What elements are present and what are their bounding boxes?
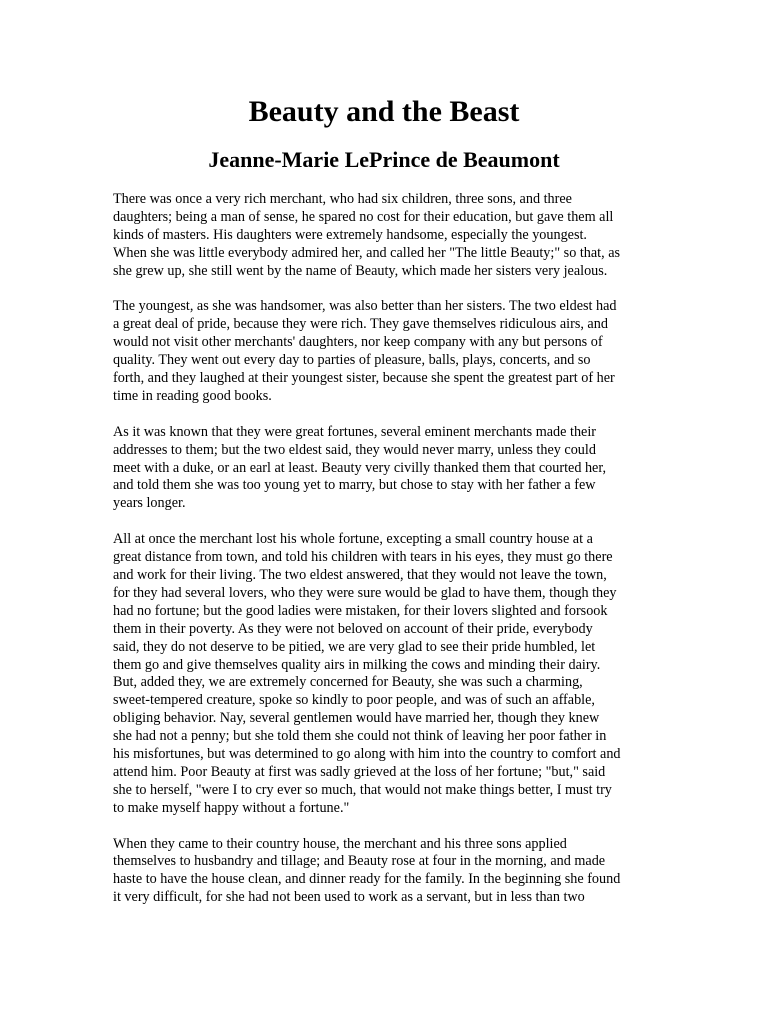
text-line: The youngest, as she was handsomer, was also better than her sisters. The two eldest had	[113, 298, 617, 315]
paragraph	[113, 191, 661, 281]
text-line: There was once a very rich merchant, who had six children, three sons, and three	[113, 191, 572, 207]
text-line: to make myself happy without a fortune."	[113, 799, 350, 816]
text-line: obliging behavior. Nay, several gentlemen would have married her, though they knew	[113, 710, 600, 727]
text-line: she grew up, she still went by the name of Beauty, which made her sisters very jealous.	[113, 262, 608, 279]
text-line: it very difficult, for she had not been used to work as a servant, but in less than two	[113, 889, 585, 906]
text-line: a great deal of pride, because they were rich. They gave themselves ridiculous airs, and	[113, 316, 608, 333]
text-line: quality. They went out every day to parties of pleasure, balls, plays, concerts, and so	[113, 352, 591, 369]
text-line: she to herself, "were I to cry ever so much, that would not make things better, I must try	[113, 781, 612, 798]
text-line: years longer.	[113, 495, 186, 512]
text-line: When they came to their country house, the merchant and his three sons applied	[113, 835, 567, 852]
text-line: All at once the merchant lost his whole fortune, excepting a small country house at a	[113, 531, 593, 548]
text-line: meet with a duke, or an earl at least. Beauty very civilly thanked them that courted her,	[113, 459, 607, 476]
text-line: had no fortune; but the good ladies were mistaken, for their lovers slighted and forsook	[113, 602, 608, 619]
text-line: daughters; being a man of sense, he spared no cost for their education, but gave them all	[113, 208, 614, 225]
text-line: time in reading good books.	[113, 387, 272, 404]
paragraph	[113, 836, 661, 908]
text-line: and told them she was too young yet to marry, but chose to stay with her father a few	[113, 477, 596, 494]
text-line: them go and give themselves quality airs in milking the cows and minding their dairy.	[113, 656, 601, 673]
text-line: addresses to them; but the two eldest said, they would never marry, unless they could	[113, 441, 596, 458]
text-line: she had not a penny; but she told them she could not think of leaving her poor father in	[113, 728, 607, 745]
paragraph	[113, 424, 661, 514]
text-line: sweet-tempered creature, spoke so kindly to poor people, and was of such an affable,	[113, 692, 595, 709]
text-line: themselves to husbandry and tillage; and Beauty rose at four in the morning, and made	[113, 853, 606, 870]
paragraph	[113, 298, 661, 405]
document-author: Jeanne-Marie LePrince de Beaumont	[208, 147, 560, 172]
text-line: for they had several lovers, who they were sure would be glad to have them, though they	[113, 584, 617, 601]
text-line: great distance from town, and told his children with tears in his eyes, they must go there	[113, 549, 613, 566]
text-line: said, they do not deserve to be pitied, we are very glad to see their pride humbled, let	[113, 638, 596, 655]
text-line: As it was known that they were great fortunes, several eminent merchants made their	[113, 423, 596, 440]
text-line: forth, and they laughed at their youngest sister, because she spent the greatest part of her	[113, 370, 615, 387]
text-line: kinds of masters. His daughters were extremely handsome, especially the youngest.	[113, 226, 587, 243]
text-line: his misfortunes, but was determined to go along with him into the country to comfort and	[113, 746, 621, 763]
text-line: But, added they, we are extremely concerned for Beauty, she was such a charming,	[113, 674, 583, 691]
document-title: Beauty and the Beast	[248, 95, 520, 128]
text-line: haste to have the house clean, and dinner ready for the family. In the beginning she found	[113, 871, 621, 888]
text-line: attend him. Poor Beauty at first was sadly grieved at the loss of her fortune; "but," said	[113, 763, 606, 780]
paragraph	[113, 531, 661, 818]
text-line: them in their poverty. As they were not beloved on account of their pride, everybody	[113, 620, 593, 637]
document-body	[113, 191, 661, 925]
text-line: and work for their living. The two eldest answered, that they would not leave the town,	[113, 566, 607, 583]
text-line: would not visit other merchants' daughters, nor keep company with any but persons of	[113, 334, 603, 351]
text-line: When she was little everybody admired her, and called her "The little Beauty;" so that, as	[113, 244, 621, 261]
